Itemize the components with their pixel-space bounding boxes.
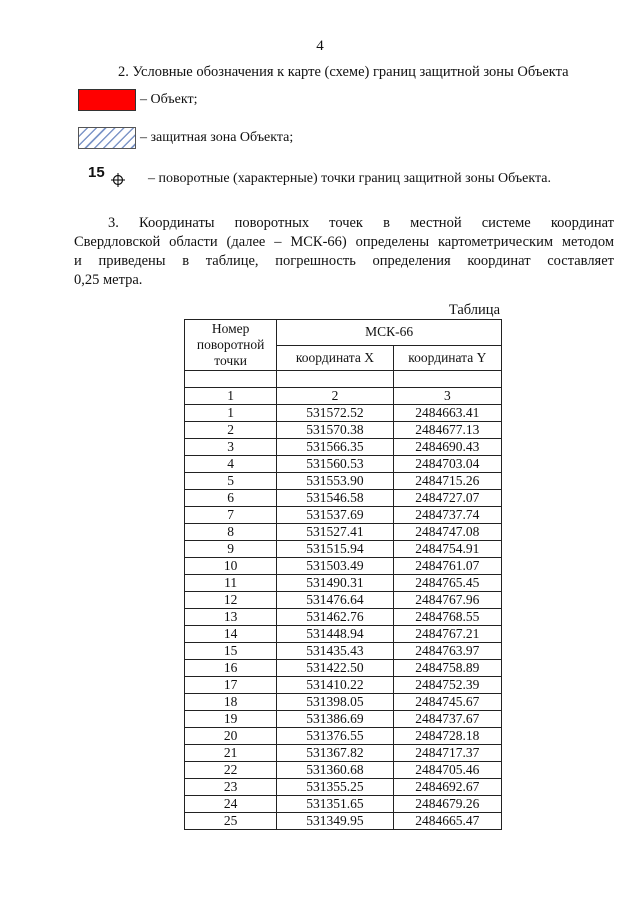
coordinate-y-cell: 2484663.41	[393, 405, 501, 422]
coordinate-y-cell: 2484763.97	[393, 643, 501, 660]
coordinate-x-cell: 531448.94	[277, 626, 393, 643]
coordinate-x-cell: 531570.38	[277, 422, 393, 439]
point-number-cell: 8	[185, 524, 277, 541]
coordinate-x-cell: 531490.31	[277, 575, 393, 592]
table-row	[185, 796, 502, 813]
table-row	[185, 592, 502, 609]
object-swatch	[78, 89, 136, 111]
coordinate-x-cell: 531351.65	[277, 796, 393, 813]
paragraph-line: 0,25 метра.	[74, 272, 143, 288]
coordinate-y-cell: 2484767.21	[393, 626, 501, 643]
paragraph-line: и приведены в таблице, погрешность определения координат составляет	[74, 253, 614, 269]
header-point-number: Номер поворотной точки	[185, 320, 277, 371]
paragraph-line: Свердловской области (далее – МСК-66) определены картометрическим методом	[74, 234, 614, 250]
point-number-cell: 4	[185, 456, 277, 473]
point-number-cell: 11	[185, 575, 277, 592]
table-body	[185, 405, 502, 830]
legend-object	[78, 89, 197, 111]
coordinate-y-cell: 2484705.46	[393, 762, 501, 779]
coordinate-x-cell: 531349.95	[277, 813, 393, 830]
coordinates-paragraph	[74, 214, 614, 290]
header-y: координата Y	[393, 345, 501, 371]
crosshair-icon	[111, 173, 125, 187]
table-row	[185, 694, 502, 711]
coordinate-y-cell: 2484758.89	[393, 660, 501, 677]
coordinate-y-cell: 2484679.26	[393, 796, 501, 813]
coordinate-x-cell: 531410.22	[277, 677, 393, 694]
table-row	[185, 728, 502, 745]
point-number-cell: 16	[185, 660, 277, 677]
point-number-cell: 3	[185, 439, 277, 456]
coordinate-x-cell: 531527.41	[277, 524, 393, 541]
point-number-cell: 17	[185, 677, 277, 694]
point-number-cell: 12	[185, 592, 277, 609]
table-row	[185, 575, 502, 592]
coordinate-x-cell: 531376.55	[277, 728, 393, 745]
coordinate-x-cell: 531553.90	[277, 473, 393, 490]
table-row	[185, 541, 502, 558]
point-number-cell: 21	[185, 745, 277, 762]
point-number-cell: 23	[185, 779, 277, 796]
column-index: 2	[277, 388, 393, 405]
point-number-cell: 10	[185, 558, 277, 575]
column-index-row	[185, 388, 502, 405]
coordinate-x-cell: 531355.25	[277, 779, 393, 796]
coordinate-y-cell: 2484767.96	[393, 592, 501, 609]
table-row	[185, 660, 502, 677]
coordinate-y-cell: 2484703.04	[393, 456, 501, 473]
column-index: 3	[393, 388, 501, 405]
coordinate-y-cell: 2484717.37	[393, 745, 501, 762]
table-row	[185, 677, 502, 694]
table-row	[185, 762, 502, 779]
coordinate-y-cell: 2484768.55	[393, 609, 501, 626]
coordinate-y-cell: 2484737.74	[393, 507, 501, 524]
coordinate-y-cell: 2484752.39	[393, 677, 501, 694]
coordinate-x-cell: 531360.68	[277, 762, 393, 779]
table-row	[185, 439, 502, 456]
coordinate-x-cell: 531367.82	[277, 745, 393, 762]
point-number-cell: 13	[185, 609, 277, 626]
table-row	[185, 558, 502, 575]
coordinate-x-cell: 531537.69	[277, 507, 393, 524]
coordinate-y-cell: 2484728.18	[393, 728, 501, 745]
coordinate-y-cell: 2484747.08	[393, 524, 501, 541]
header-coordinate-system: МСК-66	[277, 320, 502, 346]
coordinate-x-cell: 531503.49	[277, 558, 393, 575]
coordinate-y-cell: 2484761.07	[393, 558, 501, 575]
point-number-cell: 6	[185, 490, 277, 507]
table-row	[185, 643, 502, 660]
header-separator	[185, 371, 502, 388]
object-label: – Объект;	[140, 92, 198, 107]
table-row	[185, 422, 502, 439]
point-number-cell: 7	[185, 507, 277, 524]
table-caption: Таблица	[448, 302, 500, 318]
coordinate-x-cell: 531476.64	[277, 592, 393, 609]
point-number-cell: 2	[185, 422, 277, 439]
point-number-cell: 9	[185, 541, 277, 558]
coordinates-table	[184, 319, 502, 830]
point-number-cell: 20	[185, 728, 277, 745]
point-number-cell: 24	[185, 796, 277, 813]
table-row	[185, 813, 502, 830]
point-number-cell: 18	[185, 694, 277, 711]
table-row	[185, 473, 502, 490]
coordinate-y-cell: 2484754.91	[393, 541, 501, 558]
coordinate-x-cell: 531435.43	[277, 643, 393, 660]
coordinate-x-cell: 531422.50	[277, 660, 393, 677]
coordinate-y-cell: 2484737.67	[393, 711, 501, 728]
zone-hatch-swatch	[78, 127, 136, 149]
point-number-cell: 22	[185, 762, 277, 779]
column-index: 1	[185, 388, 277, 405]
point-number-cell: 19	[185, 711, 277, 728]
coordinate-x-cell: 531546.58	[277, 490, 393, 507]
coordinate-y-cell: 2484715.26	[393, 473, 501, 490]
point-number-cell: 5	[185, 473, 277, 490]
table-row	[185, 745, 502, 762]
coordinate-x-cell: 531398.05	[277, 694, 393, 711]
point-marker	[78, 164, 136, 190]
table-row	[185, 490, 502, 507]
table-row	[185, 609, 502, 626]
header-x: координата X	[277, 345, 393, 371]
table-row	[185, 456, 502, 473]
point-number-cell: 1	[185, 405, 277, 422]
coordinate-y-cell: 2484677.13	[393, 422, 501, 439]
legend-point	[78, 164, 551, 190]
paragraph-line: 3. Координаты поворотных точек в местной системе координат	[108, 215, 614, 231]
coordinate-x-cell: 531560.53	[277, 456, 393, 473]
coordinate-x-cell: 531572.52	[277, 405, 393, 422]
coordinate-y-cell: 2484665.47	[393, 813, 501, 830]
coordinate-y-cell: 2484727.07	[393, 490, 501, 507]
table-row	[185, 779, 502, 796]
coordinate-y-cell: 2484765.45	[393, 575, 501, 592]
point-number-cell: 15	[185, 643, 277, 660]
point-number-cell: 14	[185, 626, 277, 643]
legend-zone	[78, 127, 293, 149]
table-row	[185, 524, 502, 541]
zone-label: – защитная зона Объекта;	[140, 130, 294, 145]
table-row	[185, 626, 502, 643]
table-row	[185, 711, 502, 728]
coordinate-x-cell: 531462.76	[277, 609, 393, 626]
point-label: – поворотные (характерные) точки границ защитной зоны Объекта.	[148, 171, 551, 186]
coordinate-x-cell: 531566.35	[277, 439, 393, 456]
table-row	[185, 507, 502, 524]
coordinate-y-cell: 2484692.67	[393, 779, 501, 796]
coordinate-x-cell: 531386.69	[277, 711, 393, 728]
coordinate-y-cell: 2484690.43	[393, 439, 501, 456]
coordinate-x-cell: 531515.94	[277, 541, 393, 558]
point-number-cell: 25	[185, 813, 277, 830]
table-row	[185, 405, 502, 422]
legend-heading: 2. Условные обозначения к карте (схеме) границ защитной зоны Объекта	[118, 64, 569, 80]
coordinate-y-cell: 2484745.67	[393, 694, 501, 711]
point-number: 15	[88, 164, 105, 181]
page-number: 4	[316, 38, 324, 54]
